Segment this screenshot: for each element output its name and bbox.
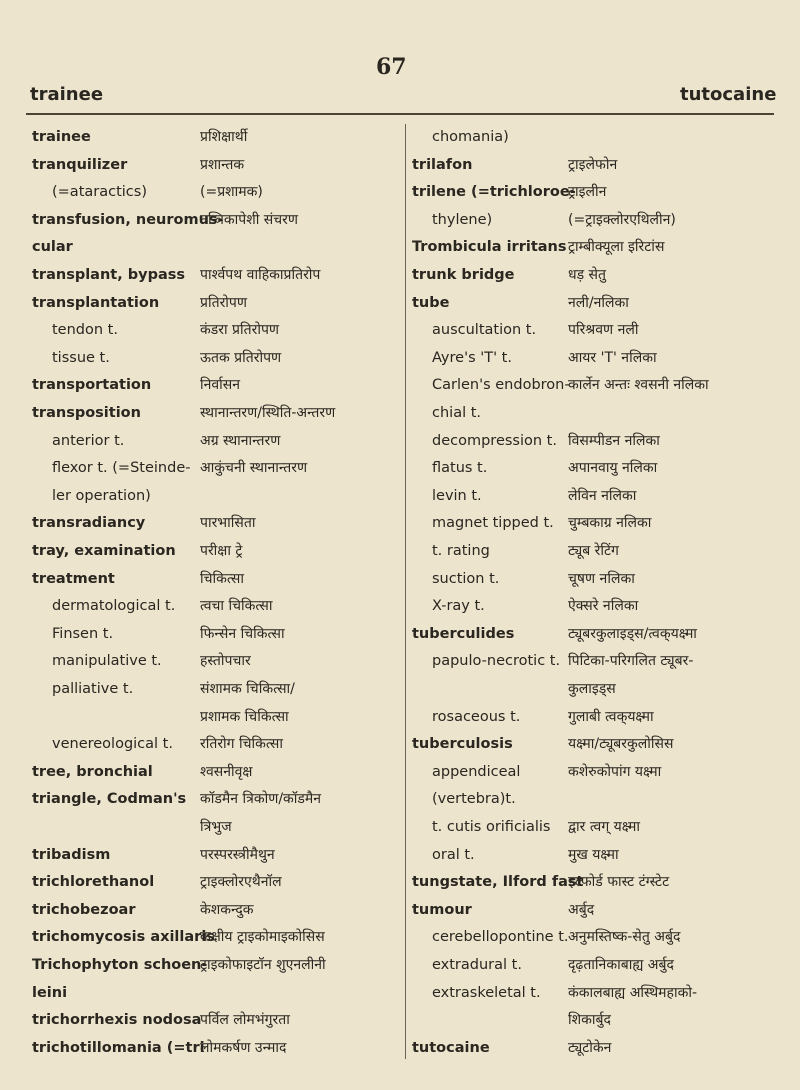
entry-gloss: परस्परस्त्रीमैथुन — [200, 846, 275, 863]
entry-term: tuberculides — [412, 625, 515, 642]
entry-term: transplantation — [32, 294, 160, 311]
entry-term: trichorrhexis nodosa — [32, 1012, 202, 1029]
entry-gloss: कॉडमैन त्रिकोण/कॉडमैन — [200, 791, 322, 808]
entry-gloss: निर्वासन — [200, 377, 241, 394]
entry-gloss: कंकालबाह्य अस्थिमहाको- — [568, 984, 698, 1001]
entry-term: Finsen t. — [52, 625, 114, 642]
entry-gloss: प्रतिरोपण — [200, 294, 247, 311]
entry-gloss: ऊतक प्रतिरोपण — [200, 349, 282, 366]
entry-term: tribadism — [32, 846, 111, 863]
entry-term: flexor t. (=Steinde- — [52, 460, 191, 477]
entry-term: dermatological t. — [52, 598, 176, 615]
entry-gloss: लेविन नलिका — [568, 487, 637, 504]
entry-term: tendon t. — [52, 322, 118, 339]
entry-term: cerebellopontine t. — [432, 929, 569, 946]
entry-term: transposition — [32, 405, 141, 421]
entry-term: tuberculosis — [412, 736, 513, 753]
entry-term: Carlen's endobron- — [432, 377, 570, 394]
entry-term: suction t. — [432, 570, 500, 587]
entry-gloss: मुख यक्ष्मा — [568, 846, 619, 863]
entry-term: tungstate, Ilford fast — [412, 874, 584, 891]
entry-gloss: प्रशिक्षार्थी — [200, 129, 248, 145]
entry-gloss: इल्फोर्ड फास्ट टंग्स्टेट — [568, 874, 670, 891]
entry-gloss: गुलाबी त्वक्‌यक्ष्मा — [568, 708, 654, 725]
entry-term: transfusion, neuromus- — [32, 211, 224, 228]
entry-term: transportation — [32, 377, 152, 394]
entry-term: chomania) — [432, 129, 509, 145]
entry-term: trichotillomania (=tri — [32, 1039, 205, 1056]
entry-gloss: ऐक्सरे नलिका — [568, 598, 639, 615]
entry-term: thylene) — [432, 211, 493, 228]
header-rule — [26, 113, 774, 115]
entry-term: trichlorethanol — [32, 874, 155, 891]
entry-gloss: अर्बुद — [568, 901, 595, 918]
entry-gloss: तन्त्रिकापेशी संचरण — [200, 211, 299, 228]
entry-gloss: कक्षीय ट्राइकोमाइकोसिस — [200, 929, 325, 946]
entry-term: papulo-necrotic t. — [432, 653, 561, 670]
entry-term: rosaceous t. — [432, 708, 521, 725]
entry-gloss: (=ट्राइक्लोरएथिलीन) — [568, 211, 676, 228]
entry-gloss: चुम्बकाग्र नलिका — [568, 515, 652, 532]
entry-gloss: ट्यूटोकेन — [568, 1039, 612, 1056]
entry-gloss: ट्राइकोफाइटॉन शुएनलीनी — [200, 957, 326, 973]
entry-gloss: कंडरा प्रतिरोपण — [200, 322, 280, 339]
entry-gloss: परीक्षा ट्रे — [200, 543, 243, 559]
entry-term: tranquilizer — [32, 156, 128, 173]
entry-term: tree, bronchial — [32, 763, 153, 780]
entry-term: tube — [412, 294, 450, 311]
entry-term: tissue t. — [52, 349, 110, 366]
entry-gloss: धड़ सेतु — [568, 267, 606, 283]
entry-term: levin t. — [432, 487, 482, 504]
entry-term: anterior t. — [52, 432, 125, 449]
entry-gloss: स्थानान्तरण/स्थिति-अन्तरण — [200, 405, 336, 421]
entry-term: tray, examination — [32, 543, 176, 559]
entry-gloss: ट्यूब रेटिंग — [568, 543, 619, 559]
entry-term: extradural t. — [432, 957, 522, 973]
entry-term: t. cutis orificialis — [432, 819, 551, 835]
entry-term: trichobezoar — [32, 901, 136, 918]
entry-gloss: अग्र स्थानान्तरण — [200, 432, 281, 449]
column-divider — [405, 124, 406, 1059]
entry-gloss: आकुंचनी स्थानान्तरण — [200, 460, 308, 477]
entry-gloss: द्वार त्वग्‌ यक्ष्मा — [568, 819, 641, 835]
entry-term: oral t. — [432, 846, 475, 863]
entry-gloss: पर्विल लोमभंगुरता — [200, 1012, 290, 1029]
entry-term: Ayre's 'T' t. — [432, 349, 512, 366]
entry-gloss: आयर 'T' नलिका — [568, 349, 657, 366]
entry-gloss: ट्राइक्लोरएथैनॉल — [200, 874, 282, 891]
entry-term: magnet tipped t. — [432, 515, 554, 532]
entry-gloss: ट्यूबरकुलाइड्स/त्वक्‌यक्ष्मा — [568, 625, 697, 642]
entry-term: auscultation t. — [432, 322, 537, 339]
entry-term: tutocaine — [412, 1039, 490, 1056]
entry-term: appendiceal — [432, 763, 521, 780]
entry-gloss: पार्श्वपथ वाहिकाप्रतिरोप — [200, 267, 321, 283]
entry-gloss: पिटिका-परिगलित ट्यूबर- — [568, 653, 694, 670]
entry-term: tumour — [412, 901, 472, 918]
entry-gloss: नली/नलिका — [568, 294, 629, 311]
entry-gloss: प्रशान्तक — [200, 156, 245, 173]
running-head-left: trainee — [30, 84, 104, 105]
entry-gloss: पारभासिता — [200, 515, 256, 532]
entry-gloss: परिश्रवण नली — [568, 322, 639, 339]
entry-term: ler operation) — [52, 487, 151, 504]
entry-term: decompression t. — [432, 432, 557, 449]
entry-gloss: श्वसनीवृक्ष — [200, 763, 253, 780]
entry-gloss: ट्राइलीन — [568, 184, 607, 201]
entry-gloss: फिन्सेन चिकित्सा — [200, 625, 285, 642]
entry-term: trainee — [32, 129, 91, 145]
entry-gloss: प्रशामक चिकित्सा — [200, 708, 289, 725]
entry-gloss: त्वचा चिकित्सा — [200, 598, 273, 615]
entry-term: Trichophyton schoen- — [32, 957, 208, 973]
entry-term: trunk bridge — [412, 267, 515, 283]
running-head-right: tutocaine — [680, 84, 777, 105]
entry-gloss: दृढ़तानिकाबाह्य अर्बुद — [568, 957, 674, 973]
entry-term: transplant, bypass — [32, 267, 186, 283]
entry-term: trilafon — [412, 156, 473, 173]
entry-term: triangle, Codman's — [32, 791, 187, 808]
entry-term: extraskeletal t. — [432, 984, 541, 1001]
entry-term: t. rating — [432, 543, 490, 559]
entry-gloss: शिकार्बुद — [568, 1012, 611, 1029]
entry-gloss: रतिरोग चिकित्सा — [200, 736, 284, 753]
entry-gloss: कशेरुकोपांग यक्ष्मा — [568, 763, 662, 780]
entry-term: X-ray t. — [432, 598, 485, 615]
entry-gloss: ट्राइलेफोन — [568, 156, 618, 173]
entry-term: chial t. — [432, 405, 482, 421]
entry-gloss: लोमकर्षण उन्माद — [200, 1039, 287, 1056]
entry-gloss: अपानवायु नलिका — [568, 460, 658, 477]
entry-term: manipulative t. — [52, 653, 162, 670]
entry-term: treatment — [32, 570, 115, 587]
entry-term: (vertebra)t. — [432, 791, 516, 808]
entry-term: (=ataractics) — [52, 184, 147, 201]
entry-term: transradiancy — [32, 515, 146, 532]
entry-gloss: ट्राम्बीक्यूला इरिटांस — [568, 239, 665, 256]
entry-gloss: त्रिभुज — [200, 819, 232, 835]
entry-gloss: चिकित्सा — [200, 570, 244, 587]
page-number: 67 — [376, 54, 407, 80]
entry-gloss: संशामक चिकित्सा/ — [200, 681, 295, 697]
entry-gloss: कुलाइड्स — [568, 681, 616, 697]
entry-term: trilene (=trichloroe- — [412, 184, 576, 201]
entry-gloss: हस्तोपचार — [200, 653, 251, 670]
entry-term: palliative t. — [52, 681, 134, 697]
entry-gloss: अनुमस्तिष्क-सेतु अर्बुद — [568, 929, 681, 946]
entry-term: leini — [32, 984, 68, 1001]
entry-gloss: कार्लेन अन्तः श्वसनी नलिका — [568, 377, 709, 394]
entry-gloss: यक्ष्मा/ट्यूबरकुलोसिस — [568, 736, 674, 753]
entry-term: flatus t. — [432, 460, 488, 477]
entry-gloss: (=प्रशामक) — [200, 184, 263, 201]
entry-term: cular — [32, 239, 73, 256]
entry-gloss: चूषण नलिका — [568, 570, 635, 587]
entry-term: Trombicula irritans — [412, 239, 567, 256]
entry-gloss: केशकन्दुक — [200, 901, 254, 918]
entry-term: venereological t. — [52, 736, 173, 753]
entry-gloss: विसम्पीडन नलिका — [568, 432, 660, 449]
entry-term: trichomycosis axillaris — [32, 929, 215, 946]
